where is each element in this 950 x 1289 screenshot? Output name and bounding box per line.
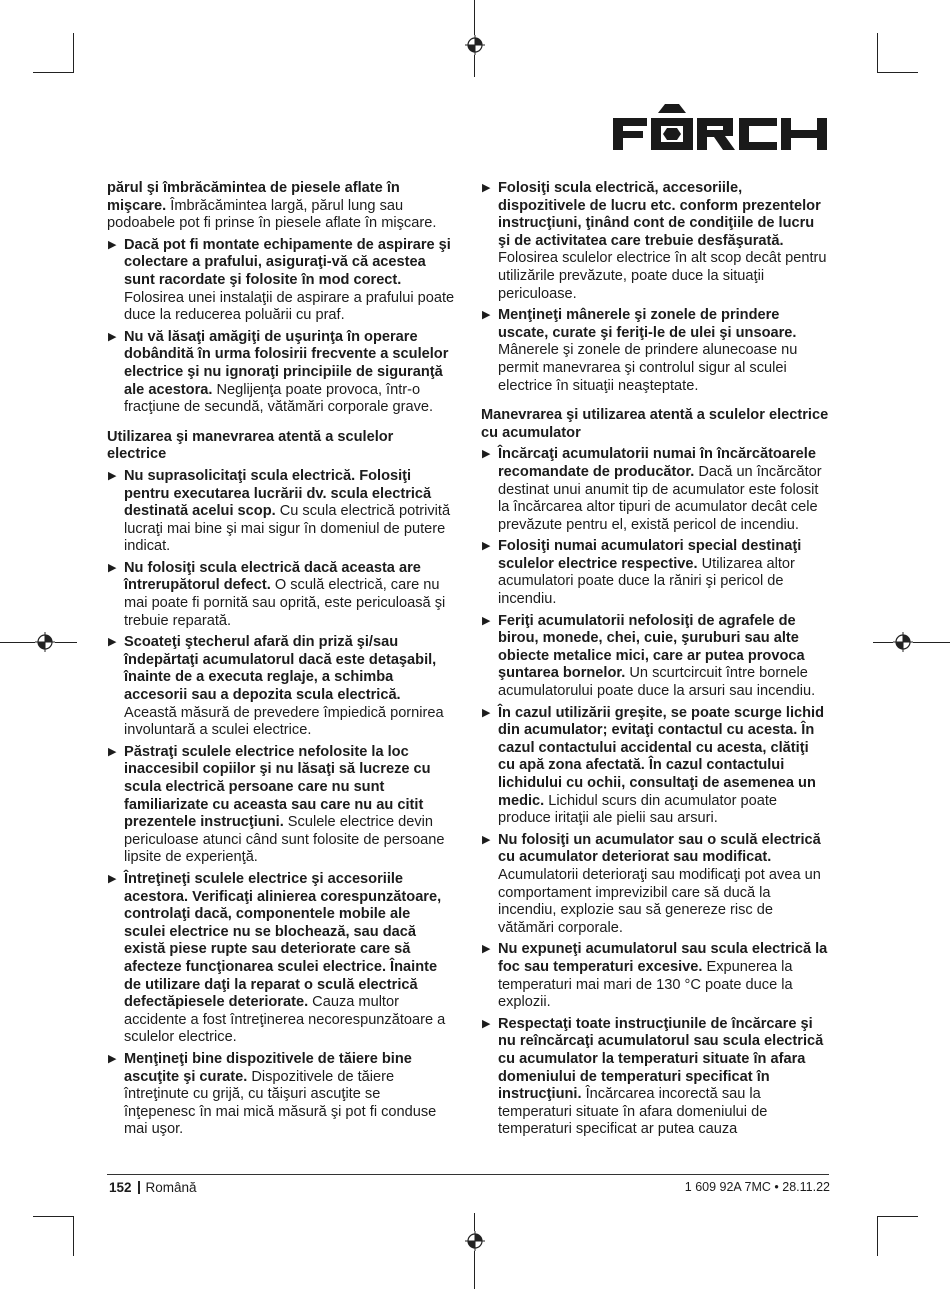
item-text: O sculă electrică, care nu mai poate fi pornită sau oprită, este periculoasă şi trebuie reparată. <box>124 577 446 629</box>
item-bold-text: Folosiţi numai acumulatori special destinaţi sculelor electrice respective. <box>498 538 802 572</box>
bullet-arrow-icon: ▶ <box>108 469 117 482</box>
item-text: Folosirea sculelor electrice în alt scop decât pentru utilizările prevăzute, poate duce la situaţii periculoase. <box>498 250 827 302</box>
bullet-item <box>107 634 455 740</box>
item-bold-text: Scoateţi ştecherul afară din priză şi/sau îndepărtaţi acumulatorul dacă este detaşabil, înainte de a executa reglaje, a schimba accesorii sau a depozita scula electrică. <box>124 634 437 704</box>
crop-mark <box>873 642 893 643</box>
right-column <box>481 180 829 1143</box>
registration-mark-icon <box>35 632 55 652</box>
crop-mark <box>474 1213 475 1231</box>
item-bold-text: Nu folosiţi scula electrică dacă aceasta are întrerupătorul defect. <box>124 559 421 594</box>
crop-mark <box>73 33 74 73</box>
bullet-arrow-icon: ▶ <box>108 561 117 574</box>
bullet-arrow-icon: ▶ <box>108 330 117 343</box>
item-bold-text: Respectaţi toate instrucţiunile de încărcare şi nu reîncărcaţi acumulatorul sau scula electrică cu acumulator la temperaturi situate în afara domeniului de temperaturi specificat în instrucţiuni. <box>498 1015 824 1103</box>
bullet-item <box>481 941 829 1011</box>
section-heading: Manevrarea şi utilizarea atentă a sculelor electrice cu acumulator <box>481 407 829 441</box>
bullet-arrow-icon: ▶ <box>482 448 491 461</box>
bullet-item <box>107 744 455 867</box>
bullet-item <box>481 705 829 828</box>
item-bold-text: Nu suprasolicitaţi scula electrică. Folosiţi pentru executarea lucrării dv. scula electrică destinată acelui scop. <box>124 467 432 520</box>
item-bold-text: Menţineţi bine dispozitivele de tăiere bine ascuţite şi curate. <box>124 1050 412 1085</box>
registration-mark-icon <box>465 1231 485 1251</box>
bullet-item <box>107 468 455 556</box>
footer-language: Română <box>145 1180 197 1195</box>
item-text: Utilizarea altor acumulatori poate duce la răniri şi pericol de incendiu. <box>498 555 795 608</box>
bullet-item <box>107 871 455 1047</box>
forch-logo <box>613 104 827 152</box>
item-text: Lichidul scurs din acumulator poate produce iritaţii ale pielii sau arsuri. <box>498 792 778 827</box>
footer-separator <box>138 1181 140 1194</box>
bullet-item <box>107 237 455 325</box>
item-text: Neglijenţa poate provoca, într-o fracţiune de secundă, vătămări corporale grave. <box>124 381 434 416</box>
bullet-arrow-icon: ▶ <box>108 872 117 885</box>
bullet-arrow-icon: ▶ <box>482 1017 491 1030</box>
item-text: Un scurtcircuit între bornele acumulatorului poate duce la arsuri sau incendiu. <box>498 665 816 700</box>
bullet-arrow-icon: ▶ <box>108 745 117 758</box>
bullet-arrow-icon: ▶ <box>482 943 491 956</box>
bullet-item <box>107 560 455 630</box>
item-bold-text: Încărcaţi acumulatorii numai în încărcătoarele recomandate de producător. <box>498 446 816 480</box>
item-text: Cu scula electrică potrivită lucraţi mai bine şi mai sigur în domeniul de putere indicat. <box>124 503 451 555</box>
item-text: Folosirea unei instalaţii de aspirare a prafului poate duce la reducerea poluării cu praf. <box>124 289 455 324</box>
bullet-arrow-icon: ▶ <box>108 636 117 649</box>
crop-mark <box>55 642 77 643</box>
bullet-arrow-icon: ▶ <box>482 706 491 719</box>
item-text: Expunerea la temperaturi mai mari de 130 °C poate duce la explozii. <box>498 958 793 1011</box>
item-text: Dispozitivele de tăiere întreţinute cu grijă, cu tăişuri ascuţite se înţepenesc în mai mică măsură şi pot fi conduse mai uşor. <box>124 1068 437 1138</box>
item-text: Dacă un încărcător destinat unui anumit tip de acumulator este folosit la încărcarea altor tipuri de acumulator decât cele prevăzute pentru el, există pericol de incendiu. <box>498 463 822 533</box>
left-column <box>107 180 455 1143</box>
item-bold-text: Folosiţi scula electrică, accesoriile, dispozitivele de lucru etc. conform prezentelor instrucţiuni, ţinând cont de condiţiile de lucru şi de activitatea care trebuie desfăşurată. <box>498 180 821 249</box>
crop-mark <box>913 642 950 643</box>
item-bold-text: Nu vă lăsaţi amăgiţi de uşurinţa în operare dobândită în urma folosirii frecvente a sculelor electrice şi nu ignoraţi principiile de siguranţă ale acestora. <box>124 328 449 398</box>
item-bold-text: Feriţi acumulatorii nefolosiţi de agrafele de birou, monede, chei, cuie, şuruburi sau alte obiecte metalice mici, care ar putea provoca şuntarea bornelor. <box>498 612 805 682</box>
bullet-arrow-icon: ▶ <box>108 1052 117 1065</box>
bullet-item <box>481 538 829 608</box>
crop-mark <box>33 1216 73 1217</box>
item-bold-text: Nu folosiţi un acumulator sau o sculă electrică cu acumulator deteriorat sau modificat. <box>498 831 821 866</box>
crop-mark <box>474 1251 475 1289</box>
crop-mark <box>878 1216 918 1217</box>
bullet-list <box>481 180 829 395</box>
bullet-item <box>481 613 829 701</box>
bullet-list <box>107 468 455 1139</box>
item-bold-text: În cazul utilizării greşite, se poate scurge lichid din acumulator; evitaţi contactul cu acesta. În cazul contactului accidental cu acesta, clătiţi cu apă zona afectată. În cazul contactului lichidului cu ochii, consultaţi de asemenea un medic. <box>498 704 825 809</box>
item-bold-text: Întreţineţi sculele electrice şi accesoriile acestora. Verificaţi alinierea corespunzătoare, controlaţi dacă, componentele mobile ale sculei electrice nu se blochează, sau dacă există piese rupte sau deteriorate care să afecteze funcţionarea sculei electrice. Înainte de utilizare daţi la reparat o sculă electrică defectăpiesele deteriorate. <box>124 870 442 1011</box>
item-text: Mânerele şi zonele de prindere alunecoase nu permit manevrarea şi controlul sigur al sculei electrice în situaţii neaşteptate. <box>498 342 798 394</box>
item-bold-text: Nu expuneţi acumulatorul sau scula electrică la foc sau temperaturi excesive. <box>498 941 828 975</box>
bullet-list <box>481 446 829 1139</box>
item-bold-text: Păstraţi sculele electrice nefolosite la loc inaccesibil copiilor şi nu lăsaţi să lucreze cu scula electrică persoane care nu sunt familiarizate cu aceasta sau care nu au citit prezentele instrucţiuni. <box>124 743 431 831</box>
paragraph-bold-text: părul şi îmbrăcămintea de piesele aflate în mişcare. <box>107 180 400 214</box>
bullet-list <box>107 237 455 417</box>
crop-mark <box>73 1216 74 1256</box>
bullet-item <box>107 329 455 417</box>
bullet-arrow-icon: ▶ <box>482 614 491 627</box>
item-bold-text: Menţineţi mânerele şi zonele de prindere uscate, curate şi feriţi-le de ulei şi unsoare. <box>498 307 797 341</box>
bullet-arrow-icon: ▶ <box>108 238 117 251</box>
bullet-arrow-icon: ▶ <box>482 540 491 553</box>
bullet-item <box>481 180 829 303</box>
crop-mark <box>877 1216 878 1256</box>
footer-rule <box>107 1174 829 1175</box>
item-text: Această măsură de prevedere împiedică pornirea involuntară a sculei electrice. <box>124 704 444 739</box>
crop-mark <box>474 0 475 35</box>
footer-doc-code: 1 609 92A 7MC • 28.11.22 <box>684 1180 830 1194</box>
footer-page-info <box>109 1180 197 1195</box>
item-text: Sculele electrice devin periculoase atunci când sunt folosite de persoane lipsite de experienţă. <box>124 814 445 866</box>
registration-mark-icon <box>465 35 485 55</box>
registration-mark-icon <box>893 632 913 652</box>
crop-mark <box>474 55 475 77</box>
crop-mark <box>0 642 35 643</box>
item-text: Cauza multor accidente a fost întreţinerea necorespunzătoare a sculelor electrice. <box>124 994 446 1046</box>
page-number: 152 <box>109 1180 132 1195</box>
item-text: Acumulatorii deterioraţi sau modificaţi pot avea un comportament imprevizibil care să ducă la incendiu, explozie sau să genereze risc de vătămări corporale. <box>498 866 821 936</box>
crop-mark <box>33 72 73 73</box>
crop-mark <box>877 33 878 73</box>
bullet-item <box>481 832 829 938</box>
bullet-arrow-icon: ▶ <box>482 182 491 194</box>
item-bold-text: Dacă pot fi montate echipamente de aspirare şi colectare a prafului, asiguraţi-vă că acestea sunt racordate şi folosite în mod corect. <box>124 236 451 288</box>
bullet-item <box>481 1016 829 1139</box>
paragraph-text: Îmbrăcămintea largă, părul lung sau podoabele pot fi prinse în piesele aflate în mişcare. <box>107 197 437 232</box>
section-heading: Utilizarea şi manevrarea atentă a sculelor electrice <box>107 428 394 463</box>
bullet-item <box>107 1051 455 1139</box>
bullet-item <box>481 307 829 395</box>
bullet-arrow-icon: ▶ <box>482 833 491 846</box>
continued-paragraph <box>107 180 455 233</box>
bullet-arrow-icon: ▶ <box>482 309 491 322</box>
item-text: Încărcarea incorectă sau la temperaturi situate în afara domeniului de temperaturi specificat ar putea cauza <box>498 1086 768 1138</box>
crop-mark <box>878 72 918 73</box>
bullet-item <box>481 446 829 534</box>
